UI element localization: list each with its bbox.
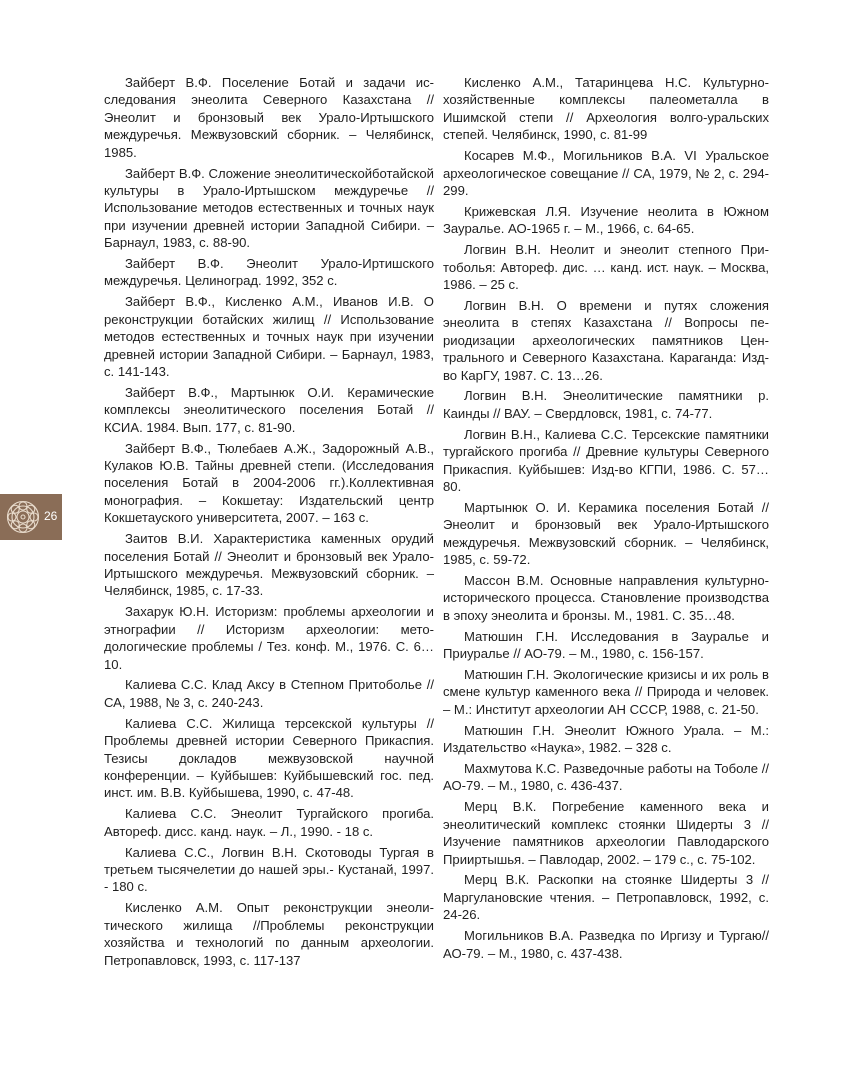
- page-number: 26: [44, 509, 58, 523]
- reference-entry: Зайберт В.Ф. Поселение Ботай и задачи исследования энеолита Северного Казахстана // Энеолит и бронзовый век Урало-Иртышского междуречья. Межвузовский сборник. – Челябинск, 1985.: [104, 75, 434, 160]
- reference-entry: Махмутова К.С. Разведочные работы на Тоболе // АО-79. – М., 1980, с. 436-437.: [443, 761, 769, 794]
- reference-entry: Захарук Ю.Н. Историзм: проблемы археологии и этнографии // Историзм археологии: методологические проблемы / Тез. конф. М., 1976. С. 6…10.: [104, 604, 434, 672]
- reference-entry: Кисленко А.М., Татаринцева Н.С. Культурно-хозяйственные комплексы палеометалла в Ишимской степи // Археология волго-уральских степей. Челябинск, 1990, с. 81-99: [443, 75, 769, 143]
- reference-entry: Зайберт В.Ф., Мартынюк О.И. Керамические комплексы энеолитического поселения Ботай // КСИА. 1984. Вып. 177, с. 81-90.: [104, 384, 434, 435]
- page-number-tab: [0, 494, 62, 540]
- reference-entry: Мерц В.К. Раскопки на стоянке Шидерты 3 // Маргулановские чтения. – Петропавловск, 1992, с. 24-26.: [443, 872, 769, 923]
- reference-entry: Матюшин Г.Н. Исследования в Зауралье и Приуралье // АО-79. – М., 1980, с. 156-157.: [443, 628, 769, 662]
- reference-entry: Логвин В.Н. Энеолитические памятники р. Каинды // ВАУ. – Свердловск, 1981, с. 74-77.: [443, 388, 769, 421]
- reference-entry: Косарев М.Ф., Могильников В.А. VI Уральское археологическое совещание // СА, 1979, № 2, с. 294-299.: [443, 148, 769, 198]
- reference-entry: Матюшин Г.Н. Экологические кризисы и их роль в смене культур каменного века // Природа и человек. – М.: Институт археологии АН СССР, 1988, с. 21-50.: [443, 667, 769, 717]
- reference-entry: Зайберт В.Ф. Сложение энеолитическойботайской культуры в Урало-Иртышском междуречье // Использование методов естественных и точных наук при изучении древней истории Западной Сибири. – Барнаул, 1983, с. 88-90.: [104, 165, 434, 251]
- reference-entry: Массон В.М. Основные направления культурно-исторического процесса. Становление производства в эпоху энеолита и бронзы. М., 1981. С. 35…48.: [443, 572, 769, 623]
- reference-entry: Калиева С.С. Жилища терсекской культуры // Проблемы древней истории Северного Прикаспия. Тезисы докладов межвузовской научной конференции. – Куйбышев: Куйбышевский гос. пед. инст. им. В.В. Куйбышева, 1990, с. 47-48.: [104, 715, 434, 801]
- reference-entry: Зайберт В.Ф., Кисленко А.М., Иванов И.В. О реконструкции ботайских жилищ // Использование методов естественных и точных наук при изучении древней истории Западной Сибири. – Барнаул, 1983, с. 141-143.: [104, 294, 434, 379]
- reference-entry: Логвин В.Н. О времени и путях сложения энеолита в степях Казахстана // Вопросы периодизации археологических памятников Центрального и Северного Казахстана. Караганда: Изд-во КарГУ, 1987. С. 13…26.: [443, 297, 769, 383]
- reference-entry: Кисленко А.М. Опыт реконструкции энеолитического жилища //Проблемы реконструкции хозяйства и технологий по данным археологии. Петропавловск, 1993, с. 117-137: [104, 900, 434, 968]
- reference-entry: Заитов В.И. Характеристика каменных орудий поселения Ботай // Энеолит и бронзовый век Урало-Иртышского междуречья. Межвузовский сборник. – Челябинск, 1985, с. 17-33.: [104, 531, 434, 599]
- reference-entry: Зайберт В.Ф., Тюлебаев А.Ж., Задорожный А.В., Кулаков Ю.В. Тайны древней степи. (Исследования поселения Ботай в 2004-2006 гг.).Коллективная монография. – Кокшетау: Издательский центр Кокшетауского университета, 2007. – 163 с.: [104, 440, 434, 526]
- reference-entry: Логвин В.Н. Неолит и энеолит степного Притоболья: Автореф. дис. … канд. ист. наук. – Москва, 1986. – 25 с.: [443, 242, 769, 292]
- left-column: [104, 74, 434, 972]
- reference-entry: Крижевская Л.Я. Изучение неолита в Южном Зауралье. АО-1965 г. – М., 1966, с. 64-65.: [443, 203, 769, 237]
- right-column: [443, 74, 769, 966]
- reference-entry: Калиева С.С. Клад Аксу в Степном Притоболье // СА, 1988, № 3, с. 240-243.: [104, 677, 434, 710]
- reference-entry: Калиева С.С., Логвин В.Н. Скотоводы Тургая в третьем тысячелетии до нашей эры.- Кустанай, 1997. - 180 с.: [104, 844, 434, 895]
- reference-entry: Могильников В.А. Разведка по Иргизу и Тургаю// АО-79. – М., 1980, с. 437-438.: [443, 928, 769, 961]
- reference-entry: Зайберт В.Ф. Энеолит Урало-Иртишского междуречья. Целиноград. 1992, 352 с.: [104, 256, 434, 289]
- reference-entry: Мерц В.К. Погребение каменного века и энеолитический комплекс стоянки Шидерты 3 // Изучение памятников археологии Павлодарского Прииртышья. – Павлодар, 2002. – 179 с., с. 75-102.: [443, 799, 769, 867]
- ornament-icon: [5, 499, 41, 535]
- reference-entry: Мартынюк О. И. Керамика поселения Ботай // Энеолит и бронзовый век Урало-Иртышского междуречья. Межвузовский сборник. – Челябинск, 1985, с. 59-72.: [443, 499, 769, 568]
- reference-entry: Калиева С.С. Энеолит Тургайского прогиба. Автореф. дисс. канд. наук. – Л., 1990. - 18 с.: [104, 806, 434, 839]
- reference-entry: Матюшин Г.Н. Энеолит Южного Урала. – М.: Издательство «Наука», 1982. – 328 с.: [443, 722, 769, 756]
- reference-entry: Логвин В.Н., Калиева С.С. Терсекские памятники тургайского прогиба // Древние культуры Северного Прикаспия. Куйбышев: Изд-во КГПИ, 1986. С. 57…80.: [443, 426, 769, 494]
